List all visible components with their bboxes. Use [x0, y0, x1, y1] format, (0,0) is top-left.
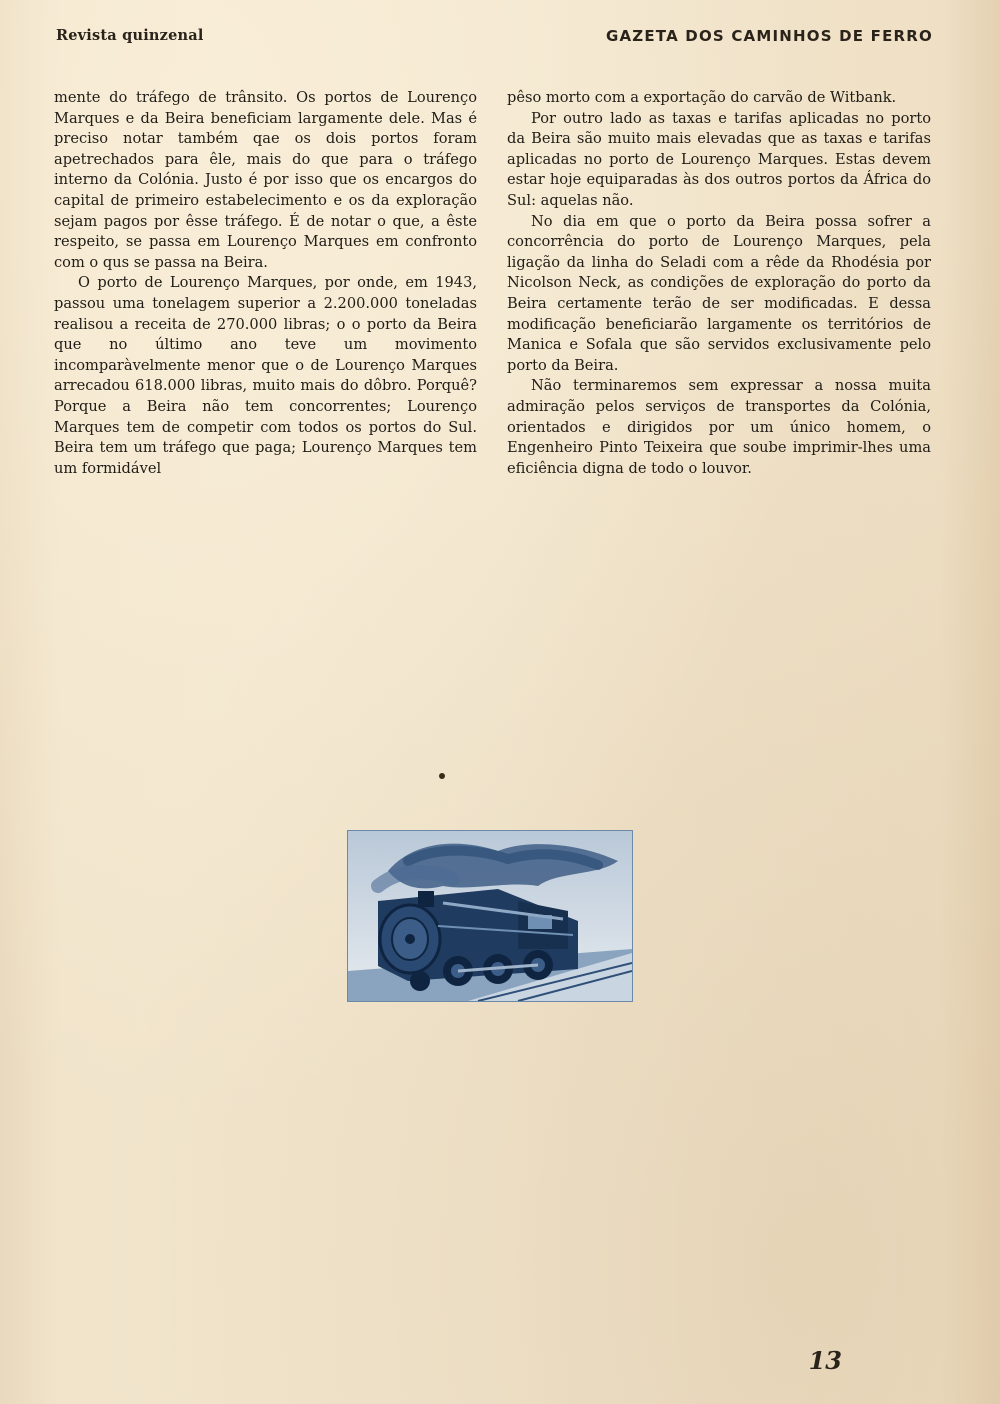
publication-title: GAZETA DOS CAMINHOS DE FERRO — [605, 27, 933, 45]
article-right-column — [507, 88, 931, 479]
page-number: 13 — [808, 1346, 842, 1375]
article-paragraph: O porto de Lourenço Marques, por onde, em 1943, passou uma tonelagem superior a 2.200.000 toneladas realisou a receita de 270.000 libras; o o porto da Beira que no último ano teve um movimento incomparàvelmente menor que o de Lourenço Marques arrecadou 618.000 libras, muito mais do dôbro. Porquê? Porque a Beira não tem concorrentes; Lourenço Marques tem de competir com todos os portos do Sul. Beira tem um tráfego que paga; Lourenço Marques tem um formidável — [54, 274, 477, 477]
article-left-column — [54, 88, 477, 479]
article-paragraph: Por outro lado as taxas e tarifas aplicadas no porto da Beira são muito mais elevadas que as taxas e tarifas aplicadas no porto de Lourenço Marques. Estas devem estar hoje equiparadas às dos outros portos da África do Sul: aquelas não. — [507, 109, 931, 209]
locomotive-photo — [347, 830, 633, 1002]
publication-frequency: Revista quinzenal — [56, 27, 204, 44]
article-paragraph: mente do tráfego de trânsito. Os portos de Lourenço Marques e da Beira beneficiam largamente dele. Mas é preciso notar também qae os dois portos foram apetrechados para êle, mais do que para o tráfego interno da Colónia. Justo é por isso que os encargos do capital de primeiro estabelecimento e os da exploração sejam pagos por êsse tráfego. É de notar o que, a êste respeito, se passa em Lourenço Marques em confronto com o qus se passa na Beira. — [54, 89, 477, 271]
article-paragraph: Não terminaremos sem expressar a nossa muita admiração pelos serviços de transportes da Colónia, orientados e dirigidos por um único homem, o Engenheiro Pinto Teixeira que soube imprimir-lhes uma eficiência digna de todo o louvor. — [507, 377, 931, 477]
article-paragraph: pêso morto com a exportação do carvão de Witbank. — [507, 89, 897, 106]
ink-speck — [439, 773, 445, 779]
article-paragraph: No dia em que o porto da Beira possa sofrer a concorrência do porto de Lourenço Marques, pela ligação da linha do Seladi com a rêde da Rhodésia por Nicolson Neck, as condições de exploração do porto da Beira certamente terão de ser modificadas. E dessa modificação beneficiarão largamente os territórios de Manica e Sofala que são servidos exclusivamente pelo porto da Beira. — [507, 212, 931, 374]
steam-locomotive-icon — [348, 831, 632, 1001]
